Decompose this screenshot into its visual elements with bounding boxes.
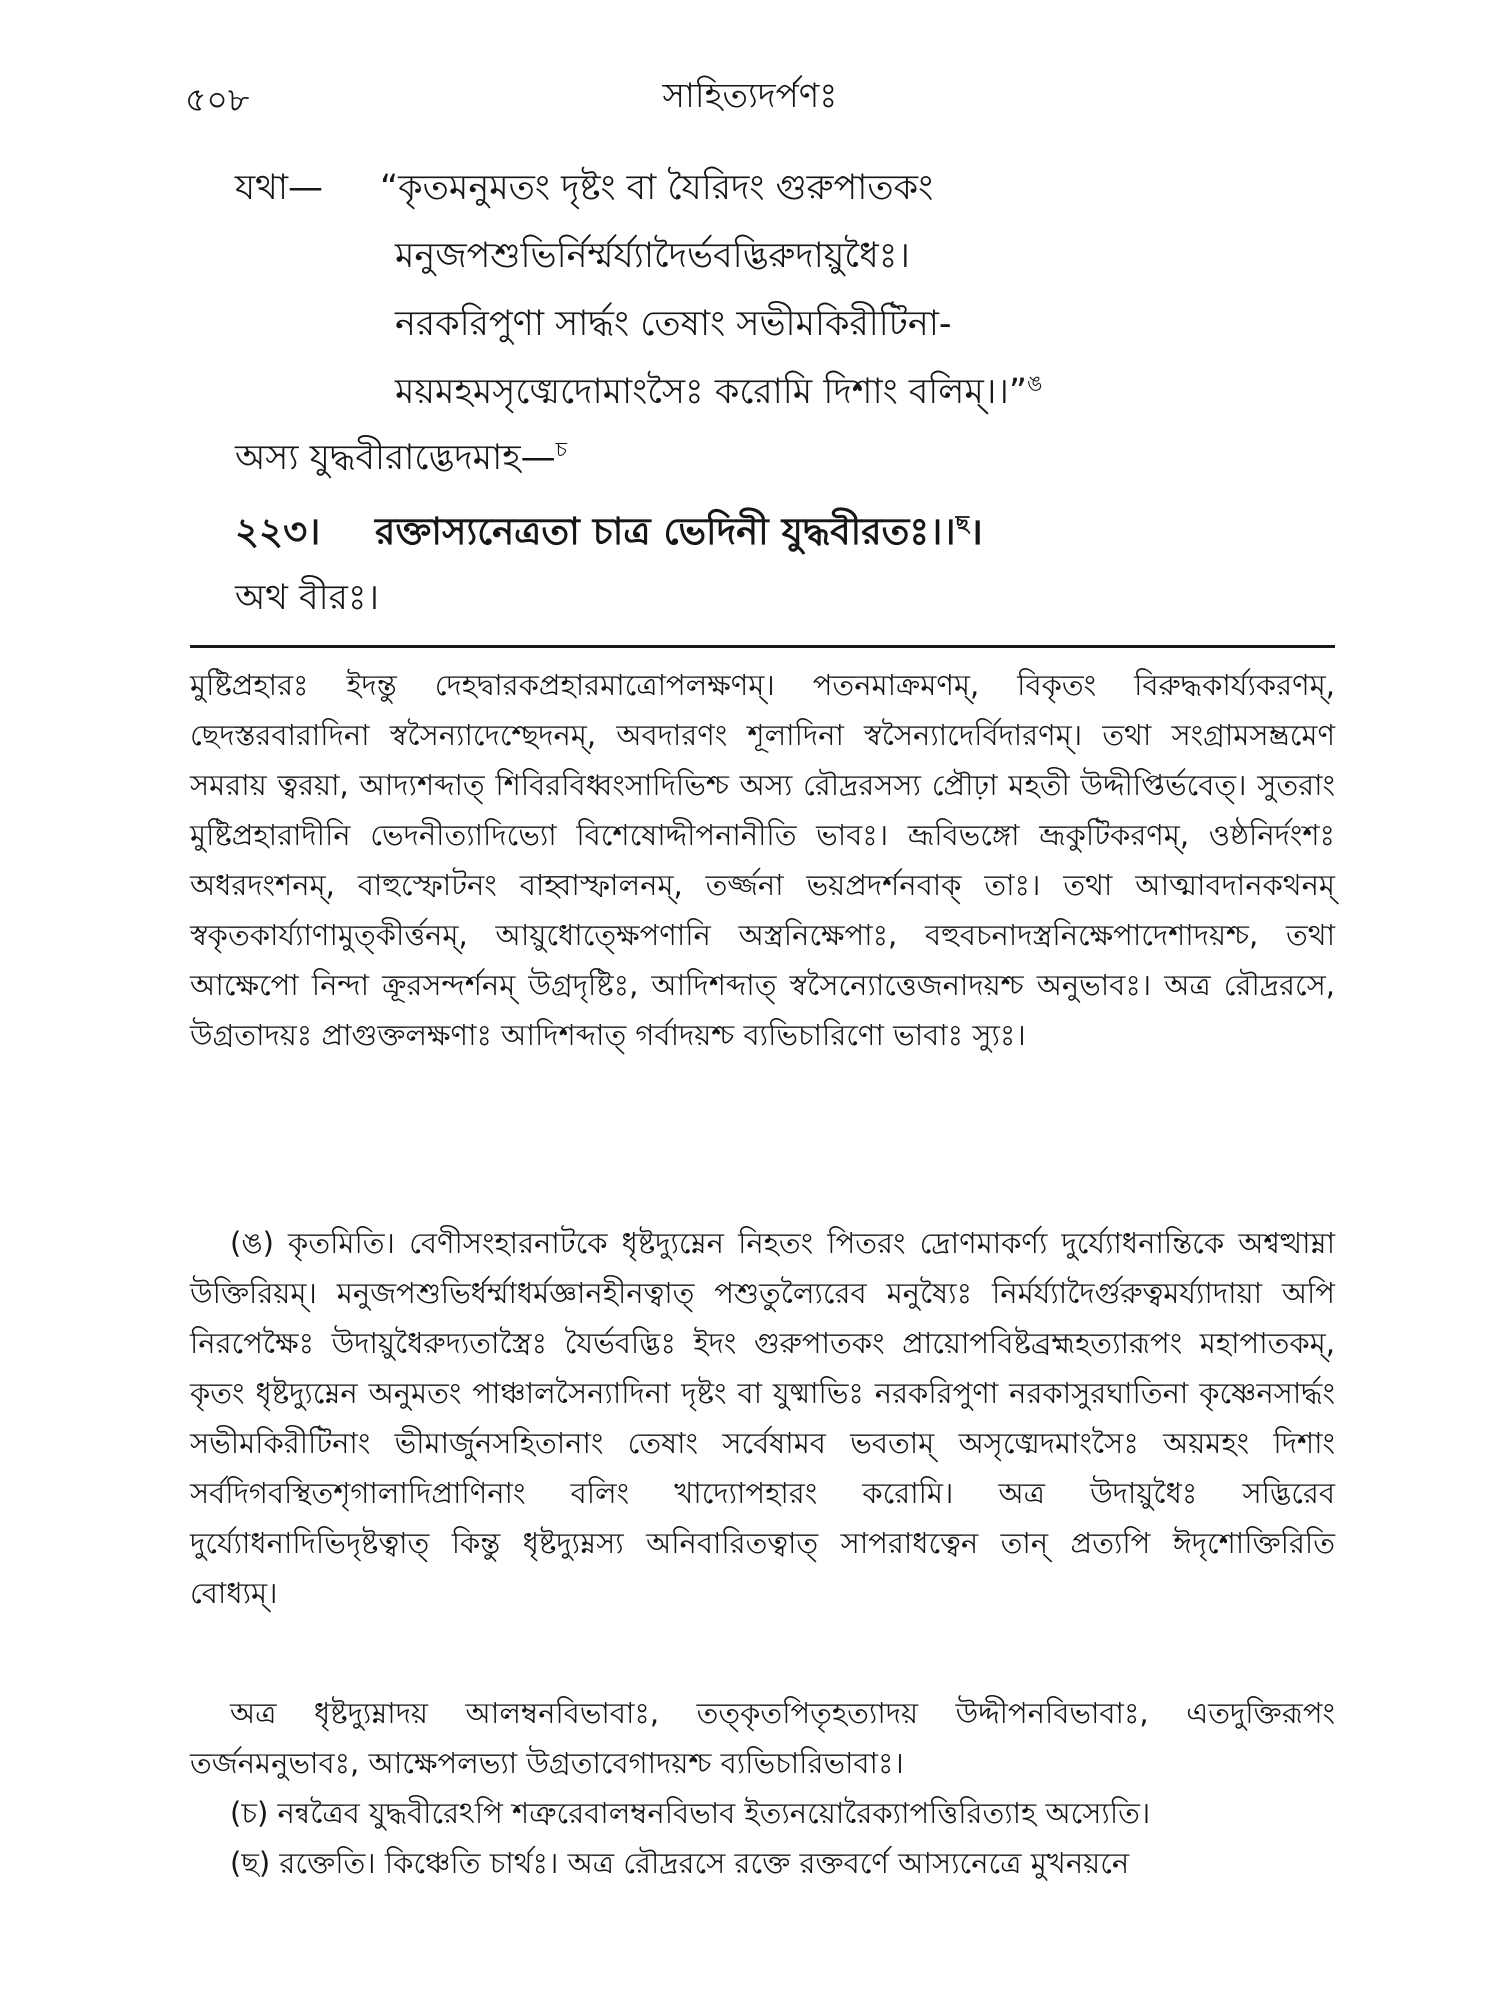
commentary-block [190, 1218, 1335, 1618]
verse-lead: যথা— [235, 168, 323, 208]
footnote-mark: চ [555, 437, 567, 462]
sutra-end: । [969, 510, 984, 553]
footnote-divider [190, 645, 1335, 648]
commentary-paragraph: (ঙ) কৃতমিতি। বেণীসংহারনাটকে ধৃষ্টদ্যুম্নেন নিহতং পিতরং দ্রোণমাকর্ণ্য দুর্য্যোধনান্তিকে অশ্বত্থাম্না উক্তিরিয়ম্। মনুজপশুভির্ধর্ম্মাধর্মজ্ঞানহীনত্বাত্ পশুতুল্যৈরেব মনুষ্যৈঃ নির্মর্য্যাদৈর্গুরুত্বমর্য্যাদায়া অপি নিরপেক্ষৈঃ উদায়ুধৈরুদ্যতাস্ত্রৈঃ যৈর্ভবদ্ভিঃ ইদং গুরুপাতকং প্রায়োপবিষ্টব্রহ্মহত্যারূপং মহাপাতকম্, কৃতং ধৃষ্টদ্যুম্নেন অনুমতং পাঞ্চালসৈন্যাদিনা দৃষ্টং বা যুষ্মাভিঃ নরকরিপুণা নরকাসুরঘাতিনা কৃষ্ণেনসার্দ্ধং সভীমকিরীটিনাং ভীমার্জুনসহিতানাং তেষাং সর্বেষামব ভবতাম্ অসৃঙ্মেদমাংসৈঃ অয়মহং দিশাং সর্বদিগবস্থিতশৃগালাদিপ্রাণিনাং বলিং খাদ্যোপহারং করোমি। অত্র উদায়ুধৈঃ সদ্ভিরেব দুর্য্যোধনাদিভিদৃষ্টত্বাত্ কিন্তু ধৃষ্টদ্যুম্নস্য অনিবারিতত্বাত্ সাপরাধত্বেন তান্ প্রত্যপি ঈদৃশোক্তিরিতি বোধ্যম্। [190, 1226, 1335, 1610]
page-number: ৫০৮ [185, 80, 250, 119]
commentary-block [190, 1838, 1335, 1888]
sutra-line [235, 502, 983, 565]
commentary-paragraph: (চ) নন্বত্রৈব যুদ্ধবীরেঽপি শত্রুরেবালম্বনবিভাব ইত্যনয়োরৈক্যাপত্তিরিত্যাহ অস্যেতি। [230, 1796, 1151, 1830]
commentary-paragraph: অত্র ধৃষ্টদ্যুম্নাদয় আলম্বনবিভাবাঃ, তত্কৃতপিতৃহত্যাদয় উদ্দীপনবিভাবাঃ, এতদুক্তিরূপং তর্জনমনুভাবঃ, আক্ষেপলভ্যা উগ্রতাবেগাদয়শ্চ ব্যভিচারিভাবাঃ। [190, 1696, 1335, 1780]
verse-line-4-text: ময়মহমসৃঙ্মেদোমাংসৈঃ করোমি দিশাং বলিম্।।” [395, 372, 1027, 412]
sutra-number: ২২৩। [235, 510, 321, 553]
sutra-text: রক্তাস্যনেত্রতা চাত্র ভেদিনী যুদ্ধবীরতঃ।। [375, 510, 956, 553]
footnote-mark: ঙ [1027, 371, 1043, 396]
verse-line-2: মনুজপশুভির্নির্ম্মর্য্যাদৈর্ভবদ্ভিরুদায়ুধৈঃ। [395, 236, 910, 276]
commentary-paragraph: মুষ্টিপ্রহারঃ ইদন্তু দেহদ্বারকপ্রহারমাত্রোপলক্ষণম্। পতনমাক্রমণম্, বিকৃতং বিরুদ্ধকার্য্যকরণম্, ছেদস্তরবারাদিনা স্বসৈন্যাদেশ্ছেদনম্, অবদারণং শূলাদিনা স্বসৈন্যাদের্বিদারণম্। তথা সংগ্রামসম্ভ্রমেণ সমরায় ত্বরয়া, আদ্যশব্দাত্ শিবিরবিধ্বংসাদিভিশ্চ অস্য রৌদ্ররসস্য প্রৌঢ়া মহতী উদ্দীপ্তির্ভবেত্। সুতরাং মুষ্টিপ্রহারাদীনি ভেদনীত্যাদিভ্যো বিশেষোদ্দীপনানীতি ভাবঃ। ভ্রূবিভঙ্গো ভ্রূকুটিকরণম্, ওষ্ঠনির্দংশঃ অধরদংশনম্, বাহুস্ফোটনং বাহ্বাস্ফালনম্, তর্জ্জনা ভয়প্রদর্শনবাক্ তাঃ। তথা আত্মাবদানকথনম্ স্বকৃতকার্য্যাণামুত্কীর্ত্তনম্, আয়ুধোত্ক্ষেপণানি অস্ত্রনিক্ষেপাঃ, বহুবচনাদস্ত্রনিক্ষেপাদেশাদয়শ্চ, তথা আক্ষেপো নিন্দা ক্রূরসন্দর্শনম্ উগ্রদৃষ্টিঃ, আদিশব্দাত্ স্বসৈন্যোত্তেজনাদয়শ্চ অনুভাবঃ। অত্র রৌদ্ররসে, উগ্রতাদয়ঃ প্রাগুক্তলক্ষণাঃ আদিশব্দাত্ গর্বাদয়শ্চ ব্যভিচারিণো ভাবাঃ স্যুঃ। [190, 668, 1335, 1052]
verse-line-4 [395, 364, 1042, 423]
commentary-block [190, 660, 1335, 1060]
verse-line-3: নরকরিপুণা সার্দ্ধং তেষাং সভীমকিরীটিনা- [395, 304, 952, 344]
intro-text: অস্য যুদ্ধবীরাদ্ভেদমাহ— [235, 438, 556, 478]
footnote-mark: ছ [955, 510, 970, 537]
running-title: সাহিত্যদর্পণঃ [662, 76, 838, 116]
verse-line-1: “কৃতমনুমতং দৃষ্টং বা যৈরিদং গুরুপাতকং [380, 168, 934, 208]
commentary-block [190, 1688, 1335, 1788]
atha-line: অথ বীরঃ। [235, 578, 380, 618]
commentary-block [190, 1788, 1335, 1838]
intro-line [235, 430, 567, 489]
commentary-paragraph: (ছ) রক্তেতি। কিঞ্চেতি চার্থঃ। অত্র রৌদ্ররসে রক্তে রক্তবর্ণে আস্যনেত্রে মুখনয়নে [230, 1846, 1130, 1880]
